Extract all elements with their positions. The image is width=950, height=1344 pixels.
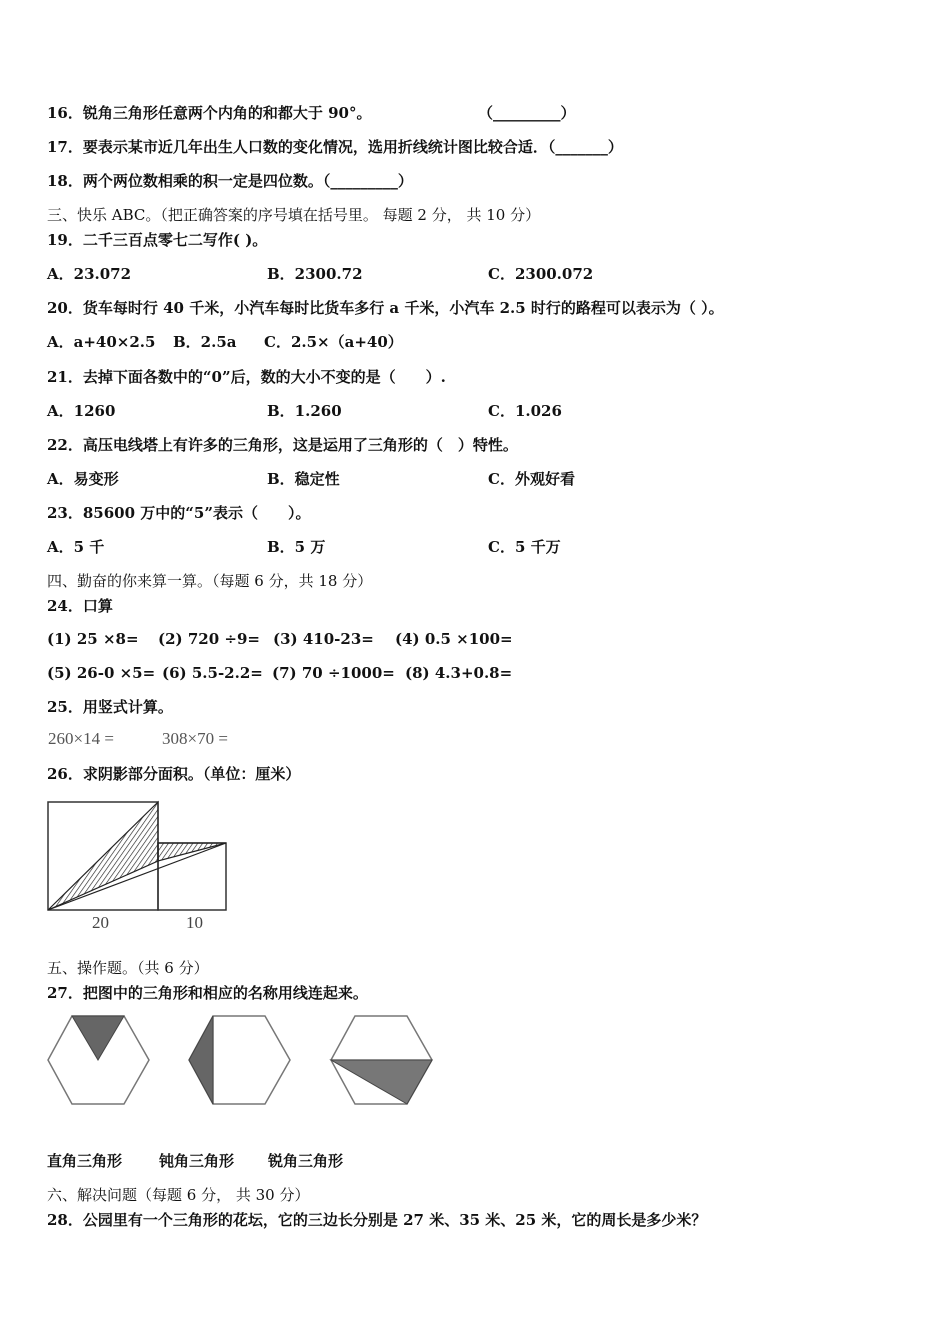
q23-option-a: A．5 千 xyxy=(47,538,105,556)
oral-item-5: (5) 26-0 ×5= xyxy=(47,664,156,682)
oral-item-8: (8) 4.3+0.8= xyxy=(405,664,513,682)
label-10: 10 xyxy=(186,913,203,932)
question-28: 28．公园里有一个三角形的花坛，它的三边长分别是 27 米、35 米、25 米，它的周长是多少米？ xyxy=(47,1211,707,1229)
oral-item-2: (2) 720 ÷9= xyxy=(158,630,260,648)
question-16-blank: （_________） xyxy=(478,104,576,122)
triangle-name-right: 直角三角形 xyxy=(47,1152,123,1170)
question-21: 21．去掉下面各数中的“0”后，数的大小不变的是（ ）. xyxy=(47,368,446,386)
question-19: 19．二千三百点零七二写作( )。 xyxy=(47,231,268,249)
question-26: 26．求阴影部分面积。（单位：厘米） xyxy=(47,765,301,783)
hexagon-figure-3 xyxy=(328,1012,434,1108)
q21-option-c: C．1.026 xyxy=(488,402,562,420)
shaded-triangle-acute xyxy=(72,1016,124,1060)
q20-option-b: B．2.5a xyxy=(173,333,237,351)
question-17: 17．要表示某市近几年出生人口数的变化情况，选用折线统计图比较合适．（_______） xyxy=(47,138,623,156)
q19-option-b: B．2300.72 xyxy=(267,265,363,283)
shaded-triangle-obtuse xyxy=(331,1060,432,1104)
shaded-triangle-right-angle xyxy=(189,1016,213,1104)
oral-item-3: (3) 410-23= xyxy=(273,630,374,648)
question-22: 22．高压电线塔上有许多的三角形，这是运用了三角形的（ ）特性。 xyxy=(47,436,518,454)
q21-option-b: B．1.260 xyxy=(267,402,342,420)
question-23: 23．85600 万中的“5”表示（ ）。 xyxy=(47,504,311,522)
triangle-name-acute: 锐角三角形 xyxy=(268,1152,344,1170)
q20-option-c: C．2.5×（a+40） xyxy=(264,333,403,351)
oral-item-4: (4) 0.5 ×100= xyxy=(395,630,513,648)
shaded-triangle-left xyxy=(48,802,158,910)
question-16: 16．锐角三角形任意两个内角的和都大于 90°。 xyxy=(47,104,372,122)
q26-figure xyxy=(40,796,240,936)
oral-item-1: (1) 25 ×8= xyxy=(47,630,139,648)
shaded-triangle-right xyxy=(158,843,226,861)
section-4-heading: 四、勤奋的你来算一算。（每题 6 分，共 18 分） xyxy=(47,572,373,590)
question-27: 27．把图中的三角形和相应的名称用线连起来。 xyxy=(47,984,368,1002)
q20-option-a: A．a+40×2.5 xyxy=(47,333,156,351)
oral-item-7: (7) 70 ÷1000= xyxy=(272,664,395,682)
label-20: 20 xyxy=(92,913,109,932)
q19-option-a: A．23.072 xyxy=(47,265,132,283)
q19-option-c: C．2300.072 xyxy=(488,265,594,283)
question-25: 25．用竖式计算。 xyxy=(47,698,173,716)
triangle-name-obtuse: 钝角三角形 xyxy=(159,1152,235,1170)
q23-option-b: B．5 万 xyxy=(267,538,326,556)
hexagon-figure-1 xyxy=(45,1012,151,1108)
section-3-heading: 三、快乐 ABC。（把正确答案的序号填在括号里。 每题 2 分， 共 10 分） xyxy=(47,206,541,224)
q23-option-c: C．5 千万 xyxy=(488,538,561,556)
question-20: 20．货车每时行 40 千米，小汽车每时比货车多行 a 千米，小汽车 2.5 时行的路程可以表示为（ ）。 xyxy=(47,299,724,317)
oral-item-6: (6) 5.5-2.2= xyxy=(162,664,263,682)
q21-option-a: A．1260 xyxy=(47,402,116,420)
section-6-heading: 六、解决问题（每题 6 分， 共 30 分） xyxy=(47,1186,310,1204)
hexagon-figure-2 xyxy=(186,1012,292,1108)
question-24: 24．口算 xyxy=(47,597,113,615)
q25-formula-1: 260×14 = xyxy=(48,729,114,748)
q25-formula-2: 308×70 = xyxy=(162,729,228,748)
q22-option-c: C．外观好看 xyxy=(488,470,575,488)
q22-option-a: A．易变形 xyxy=(47,470,119,488)
section-5-heading: 五、操作题。（共 6 分） xyxy=(47,959,209,977)
q22-option-b: B．稳定性 xyxy=(267,470,340,488)
question-18: 18．两个两位数相乘的积一定是四位数。（_________） xyxy=(47,172,413,190)
